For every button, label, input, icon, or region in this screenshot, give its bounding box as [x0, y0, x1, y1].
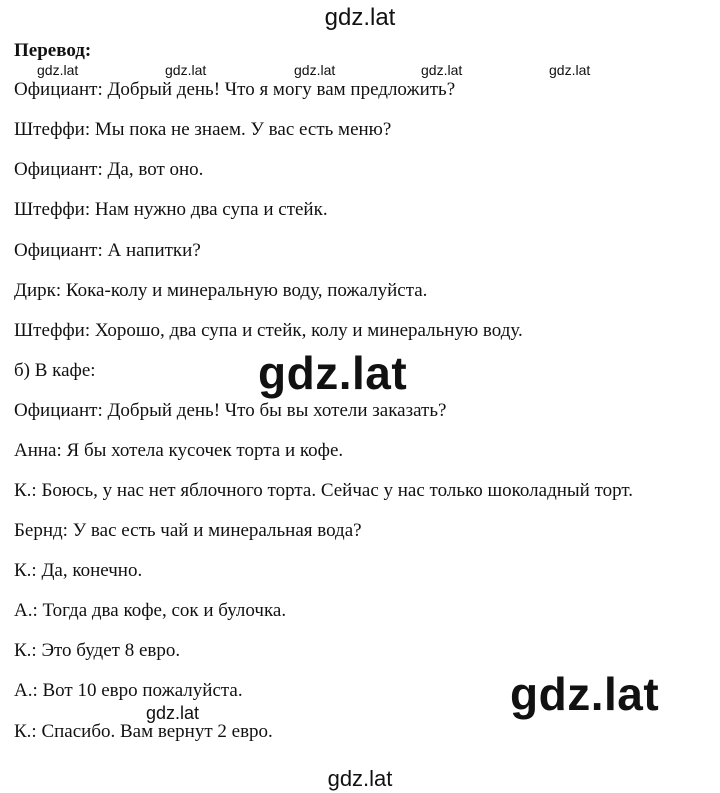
- dialogue-line: Штеффи: Нам нужно два супа и стейк.: [14, 199, 328, 220]
- watermark-small: gdz.lat: [165, 62, 207, 78]
- dialogue-line: К.: Спасибо. Вам вернут 2 евро.: [14, 721, 273, 742]
- dialogue-line: Официант: Добрый день! Что бы вы хотели заказать?: [14, 400, 447, 421]
- dialogue-line: Анна: Я бы хотела кусочек торта и кофе.: [14, 440, 344, 461]
- dialogue-line: А.: Вот 10 евро пожалуйста.: [14, 680, 243, 701]
- translation-heading: Перевод:: [14, 40, 92, 61]
- dialogue-line: Официант: Добрый день! Что я могу вам предложить?: [14, 79, 456, 100]
- dialogue-line: К.: Это будет 8 евро.: [14, 640, 181, 661]
- watermark-big-right: gdz.lat: [510, 668, 660, 720]
- dialogue-line: Бернд: У вас есть чай и минеральная вода?: [14, 520, 362, 541]
- dialogue-line: К.: Да, конечно.: [14, 560, 143, 581]
- dialogue-line: А.: Тогда два кофе, сок и булочка.: [14, 600, 287, 621]
- watermark-bottom: gdz.lat: [327, 766, 393, 791]
- dialogue-line: Штеффи: Хорошо, два супа и стейк, колу и минеральную воду.: [14, 320, 523, 341]
- section-title: б) В кафе:: [14, 360, 96, 381]
- watermark-small: gdz.lat: [549, 62, 591, 78]
- watermark-small: gdz.lat: [421, 62, 463, 78]
- dialogue-line: К.: Боюсь, у нас нет яблочного торта. Сейчас у нас только шоколадный торт.: [14, 480, 634, 501]
- dialogue-line: Официант: Да, вот оно.: [14, 159, 204, 180]
- watermark-big-center: gdz.lat: [258, 347, 408, 399]
- watermark-small: gdz.lat: [294, 62, 336, 78]
- watermark-mid: gdz.lat: [146, 703, 200, 723]
- watermark-top: gdz.lat: [324, 4, 396, 31]
- dialogue-line: Официант: А напитки?: [14, 240, 201, 261]
- dialogue-line: Дирк: Кока-колу и минеральную воду, пожалуйста.: [14, 280, 428, 301]
- watermark-small: gdz.lat: [37, 62, 79, 78]
- dialogue-line: Штеффи: Мы пока не знаем. У вас есть меню?: [14, 119, 392, 140]
